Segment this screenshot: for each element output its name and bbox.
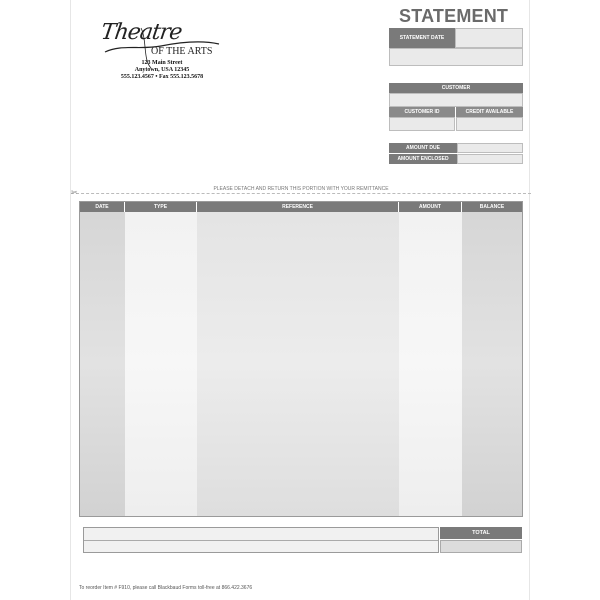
address-line-2: Anytown, USA 12345: [134, 67, 190, 73]
detach-instruction: PLEASE DETACH AND RETURN THIS PORTION WITH YOUR REMITTANCE: [213, 186, 389, 192]
column-header-type: TYPE: [125, 202, 197, 212]
column-balance: [462, 202, 522, 516]
total-label: TOTAL: [440, 527, 522, 539]
column-amount: [399, 202, 462, 516]
address-line-1: 123 Main Street: [141, 60, 183, 66]
notes-field[interactable]: [83, 527, 439, 553]
statement-date-label: STATEMENT DATE: [389, 28, 455, 48]
column-header-reference: REFERENCE: [197, 202, 399, 212]
total-field[interactable]: [440, 540, 522, 553]
statement-title: STATEMENT: [399, 6, 509, 26]
column-body-amount[interactable]: [399, 212, 462, 516]
logo-script-text: Theatre: [99, 20, 184, 45]
column-type: [125, 202, 197, 516]
detach-line: [71, 193, 531, 194]
statement-blank-field[interactable]: [389, 48, 523, 66]
address-line-3: 555.123.4567 • Fax 555.123.5678: [120, 74, 204, 80]
column-body-reference[interactable]: [197, 212, 399, 516]
amount-enclosed-label: AMOUNT ENCLOSED: [389, 154, 457, 164]
amount-due-label: AMOUNT DUE: [389, 143, 457, 153]
customer-header: CUSTOMER: [389, 83, 523, 93]
statement-form: [70, 0, 530, 600]
credit-available-label: CREDIT AVAILABLE: [456, 107, 523, 117]
transactions-table: [79, 201, 523, 517]
reorder-footer: To reorder Item # F910, please call Blackbaud Forms toll-free at 866.422.3676: [79, 585, 253, 591]
column-date: [80, 202, 125, 516]
column-body-type[interactable]: [125, 212, 197, 516]
column-reference: [197, 202, 399, 516]
statement-date-field[interactable]: [455, 28, 523, 48]
customer-name-field[interactable]: [389, 93, 523, 107]
customer-id-field[interactable]: [389, 117, 455, 131]
company-address: [107, 60, 217, 81]
column-body-date[interactable]: [80, 212, 125, 516]
customer-id-label: CUSTOMER ID: [389, 107, 455, 117]
logo-suffix-text: OF THE ARTS: [151, 46, 213, 57]
notes-divider: [84, 540, 438, 541]
column-header-amount: AMOUNT: [399, 202, 462, 212]
column-header-balance: BALANCE: [462, 202, 522, 212]
amount-enclosed-field[interactable]: [457, 154, 523, 164]
amount-due-field[interactable]: [457, 143, 523, 153]
column-header-date: DATE: [80, 202, 125, 212]
column-body-balance[interactable]: [462, 212, 522, 516]
credit-available-field[interactable]: [456, 117, 523, 131]
scissors-icon: ✂: [71, 188, 78, 197]
